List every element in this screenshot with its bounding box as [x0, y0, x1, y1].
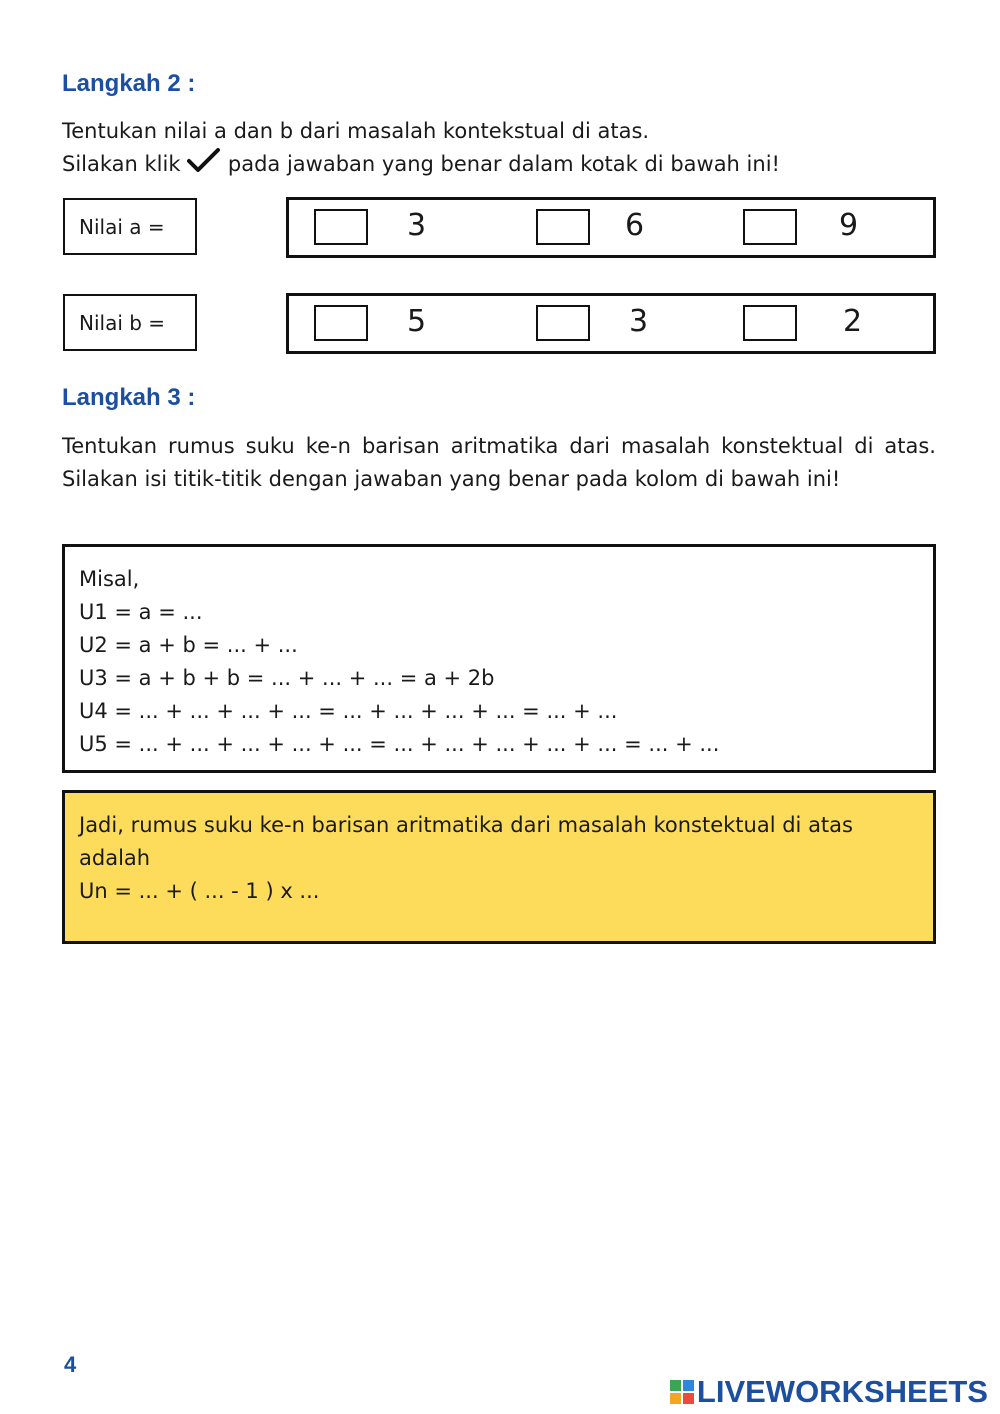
example-line-u5: U5 = ... + ... + ... + ... + ... = ... + ... + ... + ... + ... = ... + ...: [79, 732, 720, 756]
value-b-label-box: [63, 294, 197, 351]
value-a-option-3: 9: [839, 208, 859, 243]
value-a-option-1: 3: [407, 208, 427, 243]
value-a-option-2-checkbox[interactable]: [536, 209, 590, 245]
step2-instruction-line2: [62, 148, 936, 181]
brand-logo: [670, 1374, 988, 1410]
value-b-option-2: 3: [629, 304, 649, 339]
instruction-answer-text: pada jawaban yang benar dalam kotak di bawah ini!: [227, 152, 780, 176]
checkmark-icon: [187, 148, 221, 174]
page-number: 4: [64, 1352, 77, 1377]
step3-instruction: Tentukan rumus suku ke-n barisan aritmatika dari masalah konstektual di atas. Silakan isi titik-titik dengan jawaban yang benar pada kolom di bawah ini!: [62, 434, 936, 491]
value-a-option-1-checkbox[interactable]: [314, 209, 368, 245]
instruction-click-text: Silakan klik: [62, 152, 181, 176]
value-b-option-1-checkbox[interactable]: [314, 305, 368, 341]
example-line-u1: U1 = a = ...: [79, 600, 203, 624]
step2-instruction-line1: Tentukan nilai a dan b dari masalah kontekstual di atas.: [62, 119, 650, 143]
value-a-label-box: [63, 198, 197, 255]
example-line-u2: U2 = a + b = ... + ...: [79, 633, 298, 657]
value-b-option-3-checkbox[interactable]: [743, 305, 797, 341]
step2-heading: Langkah 2 :: [62, 70, 196, 97]
value-a-option-3-checkbox[interactable]: [743, 209, 797, 245]
example-line: Misal,: [79, 567, 140, 591]
example-box: [62, 544, 936, 773]
value-b-option-1: 5: [407, 304, 427, 339]
example-line-u4: U4 = ... + ... + ... + ... = ... + ... + ... + ... = ... + ...: [79, 699, 618, 723]
formula-text: Un = ... + ( ... - 1 ) x ...: [79, 879, 320, 903]
step3-heading: Langkah 3 :: [62, 384, 196, 411]
example-line-u3: U3 = a + b + b = ... + ... + ... = a + 2b: [79, 666, 495, 690]
value-a-option-2: 6: [625, 208, 645, 243]
conclusion-text: Jadi, rumus suku ke-n barisan aritmatika dari masalah konstektual di atas adalah: [79, 813, 853, 870]
value-a-options: [286, 197, 936, 258]
value-a-label: Nilai a =: [79, 214, 165, 239]
value-b-label: Nilai b =: [79, 310, 166, 335]
value-b-option-3: 2: [843, 304, 863, 339]
conclusion-box: [62, 790, 936, 944]
value-b-options: [286, 293, 936, 354]
brand-name: LIVEWORKSHEETS: [696, 1374, 988, 1409]
liveworksheets-logo-icon: [670, 1380, 694, 1404]
value-b-option-2-checkbox[interactable]: [536, 305, 590, 341]
